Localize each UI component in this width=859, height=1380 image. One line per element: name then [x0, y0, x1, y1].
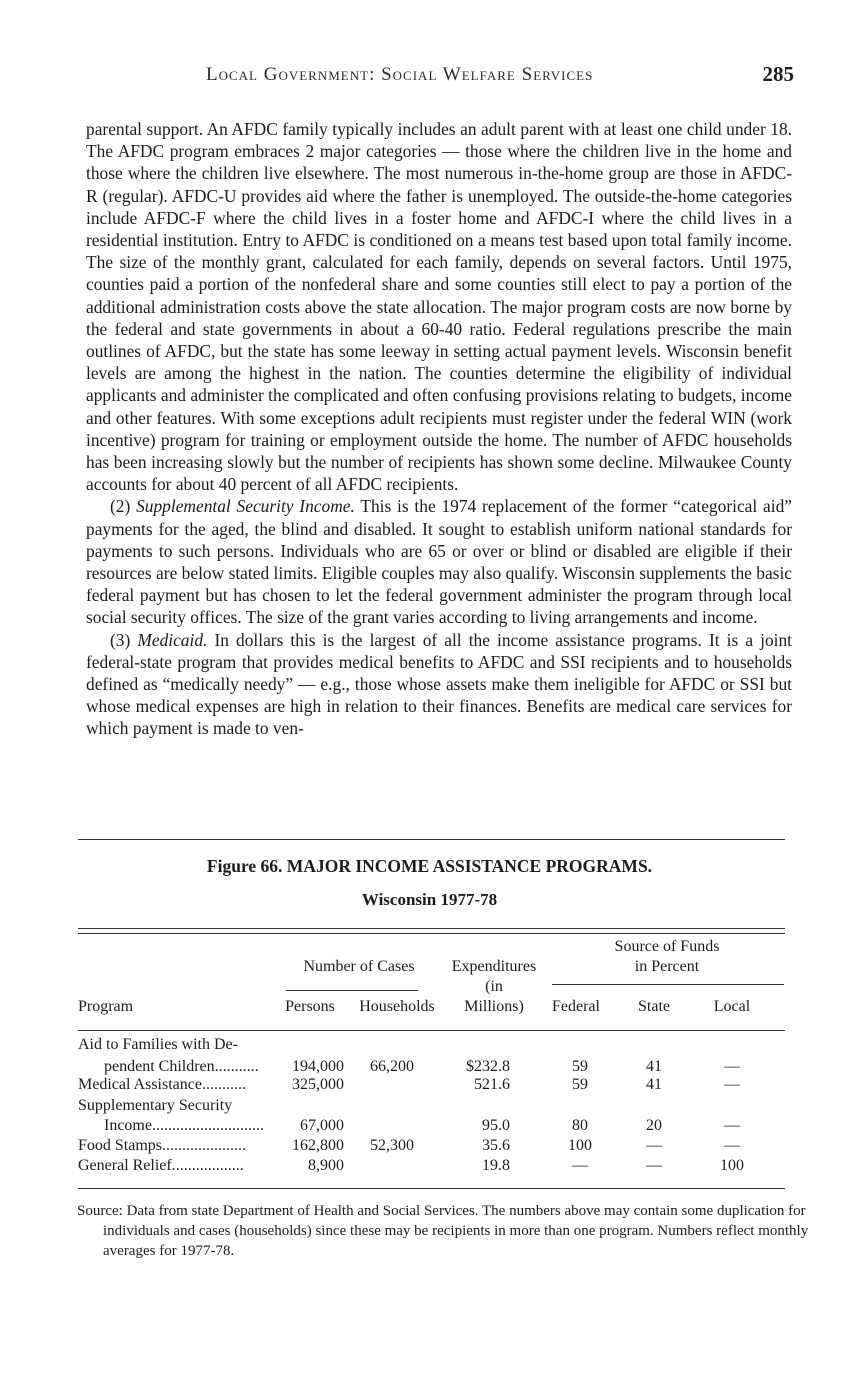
header-in-percent: in Percent — [634, 958, 700, 975]
row-food-stamps-expenditures: 35.6 — [482, 1137, 510, 1154]
header-expenditures-in: (in — [485, 978, 503, 995]
paragraph-medicaid-text: In dollars this is the largest of all the income assistance programs. It is a joint federal-state program that provides medical benefits to AFDC and SSI recipients and to households defined as “medically needy” — e.g., those whose assets make them ineligible for AFDC or SSI but whose medical expenses are high in relation to their finances. Benefits are medical care services for which payment is made to ven- — [86, 629, 792, 739]
row-general-relief-persons: 8,900 — [308, 1157, 344, 1174]
header-number-of-cases: Number of Cases — [303, 958, 415, 975]
row-medical-local: — — [724, 1076, 740, 1093]
row-medical-expenditures: 521.6 — [474, 1076, 510, 1093]
figure-title: Figure 66. MAJOR INCOME ASSISTANCE PROGRAMS. — [206, 856, 653, 876]
header-funds-rule — [552, 984, 784, 985]
row-ssi-program: Income............................ — [104, 1117, 264, 1134]
row-ssi-state: 20 — [646, 1117, 662, 1134]
row-food-stamps-local: — — [724, 1137, 740, 1154]
paragraph-afdc: parental support. An AFDC family typically includes an adult parent with at least one child under 18. The AFDC program embraces 2 major categories — those where the children live in the home and those where the children live elsewhere. The most numerous in-the-home group are those in AFDC-R (regular). AFDC-U provides aid where the father is unemployed. The outside-the-home categories include AFDC-F where the child lives in a foster home and AFDC-I where the child lives in a residential institution. Entry to AFDC is conditioned on a means test based upon total family income. The size of the monthly grant, calculated for each family, depends on several factors. Until 1975, counties paid a portion of the nonfederal share and some counties still elect to pay a portion of the additional administration costs above the state allocation. The major program costs are now borne by the federal and state governments in about a 60-40 ratio. Federal regulations prescribe the main outlines of AFDC, but the state has some leeway in setting actual payment levels. Wisconsin benefit levels are among the highest in the nation. The counties determine the eligibility of individual applicants and administer the complicated and often confusing provisions relating to budgets, income and other features. With some exceptions adult recipients must register under the federal WIN (work incentive) program for training or employment outside the home. The number of AFDC households has been increasing slowly but the number of recipients has shown some decline. Milwaukee County accounts for about 40 percent of all AFDC recipients. — [86, 119, 792, 495]
row-ssi-local: — — [724, 1117, 740, 1134]
row-general-relief-state: — — [646, 1157, 662, 1174]
row-medical-program: Medical Assistance........... — [78, 1076, 246, 1093]
table-top-rule-2 — [78, 933, 785, 934]
row-afdc-program-line1: Aid to Families with De- — [78, 1036, 238, 1053]
paragraph-ssi-text: This is the 1974 replacement of the former “categorical aid” payments for the aged, the blind and disabled. It sought to establish uniform national standards for payments to such persons. Individuals who are 65 or over or blind or disabled are eligible if their resources are below stated limits. Eligible couples may also qualify. Wisconsin supplements the basic federal payment but has chosen to let the federal government administer the program through local social security offices. The size of the grant varies according to living arrangements and income. — [86, 496, 792, 628]
row-afdc-federal: 59 — [572, 1058, 588, 1075]
row-general-relief-expenditures: 19.8 — [482, 1157, 510, 1174]
row-medical-federal: 59 — [572, 1076, 588, 1093]
row-afdc-state: 41 — [646, 1058, 662, 1075]
row-ssi-federal: 80 — [572, 1117, 588, 1134]
row-ssi-program-line1: Supplementary Security — [78, 1097, 233, 1114]
row-afdc-households: 66,200 — [370, 1058, 414, 1075]
header-cases-rule — [286, 990, 418, 991]
header-local: Local — [713, 998, 751, 1015]
paragraph-ssi-heading: Supplemental Security Income. — [136, 496, 355, 517]
paragraph-medicaid-number: (3) — [110, 629, 138, 650]
row-ssi-expenditures: 95.0 — [482, 1117, 510, 1134]
header-state: State — [638, 998, 670, 1015]
table-bottom-rule — [78, 1188, 785, 1189]
row-food-stamps-persons: 162,800 — [292, 1137, 344, 1154]
header-expenditures-millions: Millions) — [464, 998, 524, 1015]
row-food-stamps-program: Food Stamps..................... — [78, 1137, 247, 1154]
header-expenditures: Expenditures — [451, 958, 537, 975]
row-afdc-expenditures: $232.8 — [466, 1058, 510, 1075]
header-program: Program — [78, 998, 134, 1015]
paragraph-ssi-number: (2) — [110, 496, 137, 517]
header-federal: Federal — [552, 998, 600, 1015]
source-note: Source: Data from state Department of Health and Social Services. The numbers above may contain some duplication for individuals and cases (households) since these may be recipients in more than one program. Numbers reflect monthly averages for 1977-78. — [77, 1203, 809, 1259]
header-persons: Persons — [285, 998, 335, 1015]
row-food-stamps-state: — — [646, 1137, 662, 1154]
row-medical-persons: 325,000 — [292, 1076, 344, 1093]
header-bottom-rule — [78, 1030, 785, 1031]
row-general-relief-local: 100 — [720, 1157, 744, 1174]
row-medical-state: 41 — [646, 1076, 662, 1093]
figure-subtitle: Wisconsin 1977-78 — [361, 890, 498, 909]
row-afdc-local: — — [724, 1058, 740, 1075]
row-ssi-persons: 67,000 — [300, 1117, 344, 1134]
row-afdc-persons: 194,000 — [292, 1058, 344, 1075]
header-source-of-funds: Source of Funds — [614, 938, 720, 955]
row-general-relief-federal: — — [572, 1157, 588, 1174]
header-households: Households — [359, 998, 435, 1015]
paragraph-medicaid-heading: Medicaid. — [137, 629, 208, 650]
running-title: Local Government: Social Welfare Services — [206, 64, 594, 85]
row-general-relief-program: General Relief.................. — [78, 1157, 244, 1174]
row-food-stamps-federal: 100 — [568, 1137, 592, 1154]
table-top-rule-1 — [78, 928, 785, 929]
page-number: 285 — [762, 62, 794, 86]
row-food-stamps-households: 52,300 — [370, 1137, 414, 1154]
row-afdc-program: pendent Children........... — [104, 1058, 259, 1075]
